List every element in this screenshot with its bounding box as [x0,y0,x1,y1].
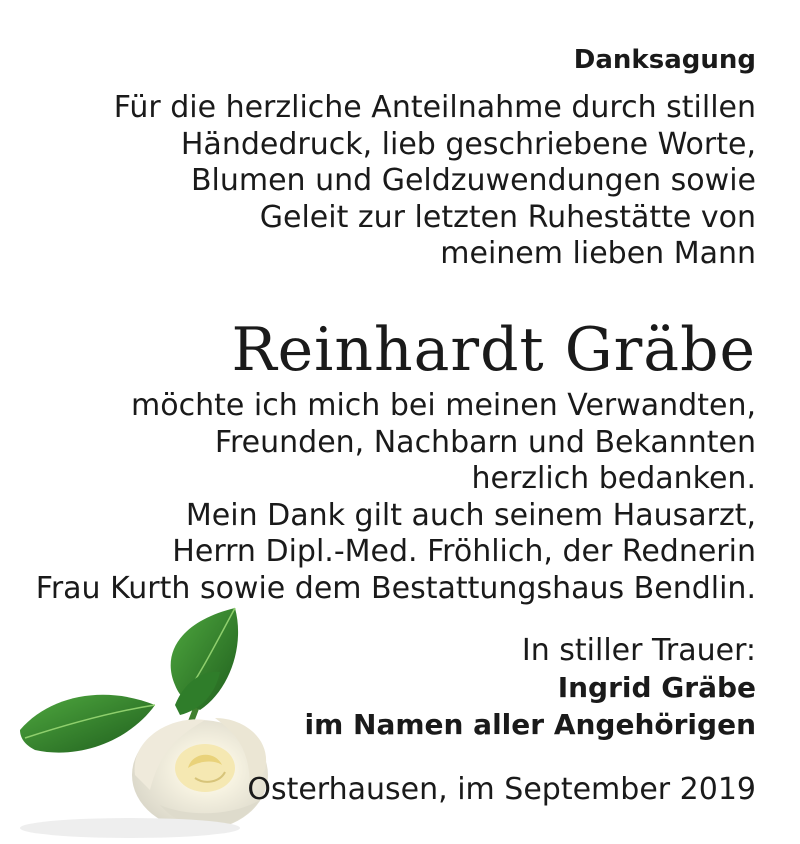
body-text [16,388,756,607]
intro-text [56,90,756,273]
text-line: Geleit zur letzten Ruhestätte von [259,199,756,235]
text-line: Mein Dank gilt auch seinem Hausarzt, [185,497,756,533]
mourning-label: In stiller Trauer: [521,633,756,668]
place-date: Osterhausen, im September 2019 [247,772,756,807]
text-line: Blumen und Geldzuwendungen sowie [190,163,756,198]
text-line: meinem lieben Mann [440,236,756,271]
mourners [256,632,756,743]
text-line: herzlich bedanken. [471,461,756,496]
text-line: Herrn Dipl.-Med. Fröhlich, der Rednerin [172,534,756,569]
text-line: Frau Kurth sowie dem Bestattungshaus Bendlin. [35,570,756,606]
text-line: Freunden, Nachbarn und Bekannten [214,424,756,460]
deceased-name: Reinhardt Gräbe [231,315,756,385]
text-line: möchte ich mich bei meinen Verwandten, [131,388,756,423]
mourner-name: Ingrid Gräbe [557,671,756,704]
text-line: Händedruck, lieb geschriebene Worte, [180,126,756,162]
heading: Danksagung [573,45,756,75]
mourner-note: im Namen aller Angehörigen [304,708,756,741]
text-line: Für die herzliche Anteilnahme durch stillen [113,90,756,125]
white-rose-icon [10,600,280,840]
